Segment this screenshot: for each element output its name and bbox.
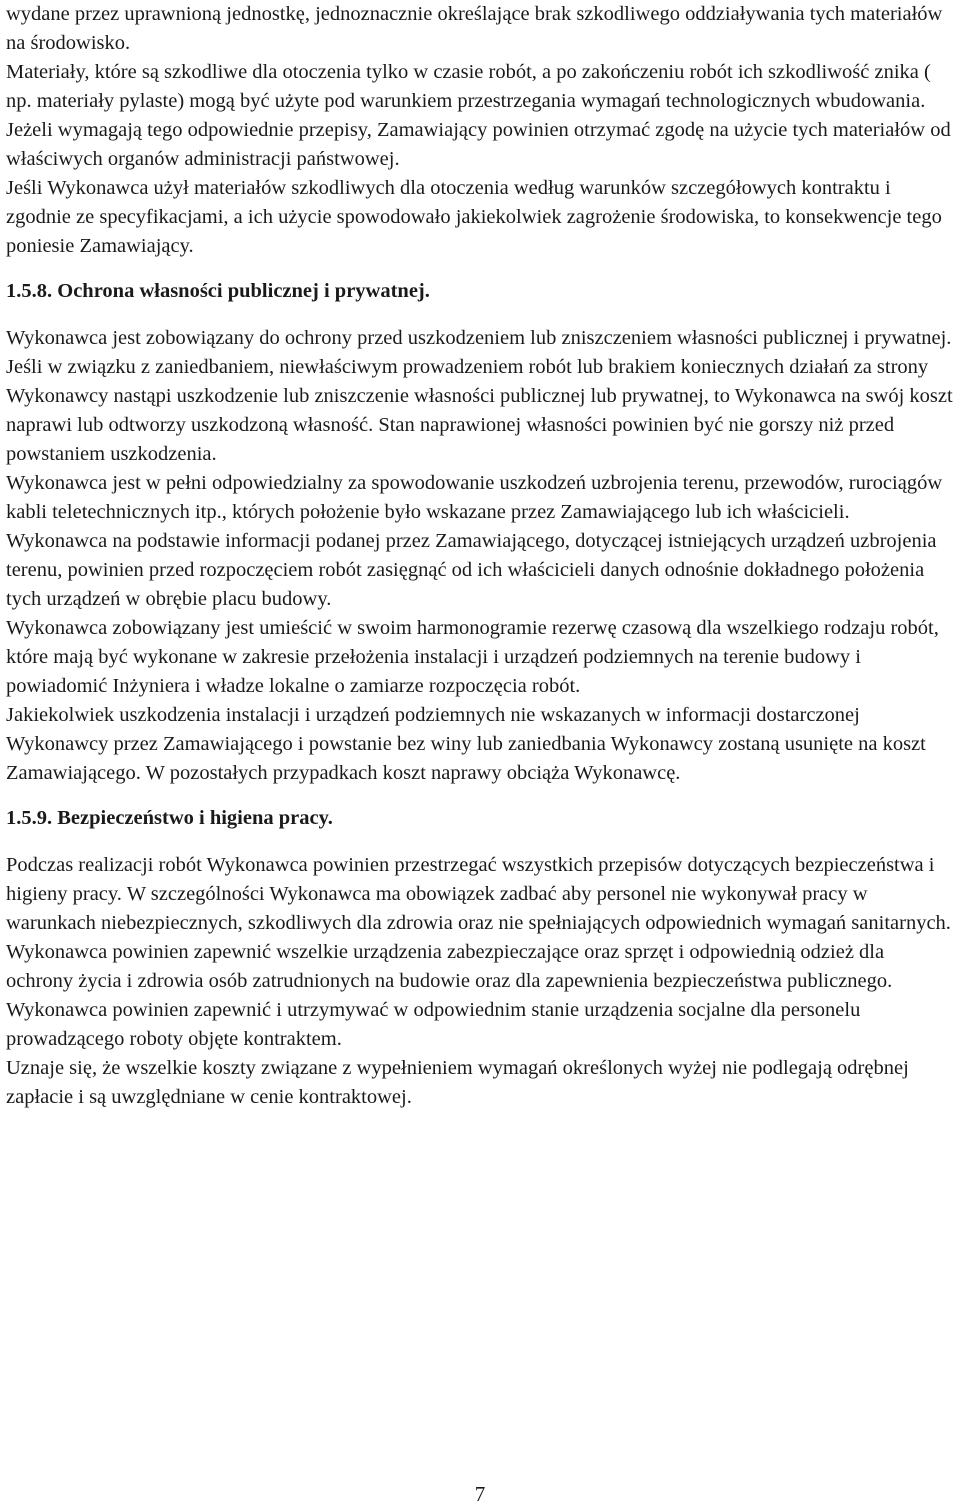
paragraph: Wykonawca powinien zapewnić i utrzymywać w odpowiednim stanie urządzenia socjalne dla personelu prowadzącego roboty objęte kontraktem.: [6, 999, 861, 1050]
paragraph: Wykonawca jest zobowiązany do ochrony przed uszkodzeniem lub zniszczeniem własności publicznej i prywatnej.: [6, 327, 952, 349]
section-1-5-8: [6, 277, 956, 788]
paragraph: Jeśli w związku z zaniedbaniem, niewłaściwym prowadzeniem robót lub brakiem koniecznych działań za strony Wykonawcy nastąpi uszkodzenie lub zniszczenie własności publicznej lub prywatnej, to Wykonawca na swój koszt naprawi lub odtworzy uszkodzoną własność. Stan naprawionej własności powinien być nie gorszy niż przed powstaniem uszkodzenia.: [6, 356, 953, 465]
document-page: [6, 0, 956, 1112]
page-number: 7: [474, 1482, 486, 1506]
paragraph: Jeśli Wykonawca użył materiałów szkodliwych dla otoczenia według warunków szczegółowych kontraktu i zgodnie ze specyfikacjami, a ich użycie spowodowało jakiekolwiek zagrożenie środowiska, to konsekwencje tego poniesie Zamawiający.: [6, 177, 942, 257]
paragraph: Uznaje się, że wszelkie koszty związane z wypełnieniem wymagań określonych wyżej nie podlegają odrębnej zapłacie i są uwzględniane w cenie kontraktowej.: [6, 1057, 909, 1108]
paragraph: Podczas realizacji robót Wykonawca powinien przestrzegać wszystkich przepisów dotyczących bezpieczeństwa i higieny pracy. W szczególności Wykonawca ma obowiązek zadbać aby personel nie wykonywał pracy w warunkach niebezpiecznych, szkodliwych dla zdrowia oraz nie spełniających odpowiednich wymagań sanitarnych.: [6, 854, 951, 934]
section-1-5-9: [6, 804, 956, 1112]
text-block-intro: [6, 0, 956, 261]
paragraph: Materiały, które są szkodliwe dla otoczenia tylko w czasie robót, a po zakończeniu robót ich szkodliwość znika ( np. materiały pylaste) mogą być użyte pod warunkiem przestrzegania wymagań technologicznych wbudowania. Jeżeli wymagają tego odpowiednie przepisy, Zamawiający powinien otrzymać zgodę na użycie tych materiałów od właściwych organów administracji państwowej.: [6, 61, 951, 170]
paragraph: Wykonawca na podstawie informacji podanej przez Zamawiającego, dotyczącej istniejących urządzeń uzbrojenia terenu, powinien przed rozpoczęciem robót zasięgnąć od ich właścicieli danych odnośnie dokładnego położenia tych urządzeń w obrębie placu budowy.: [6, 530, 937, 610]
paragraph: Wykonawca powinien zapewnić wszelkie urządzenia zabezpieczające oraz sprzęt i odpowiednią odzież dla ochrony życia i zdrowia osób zatrudnionych na budowie oraz dla zapewnienia bezpieczeństwa publicznego.: [6, 941, 893, 992]
paragraph: Wykonawca zobowiązany jest umieścić w swoim harmonogramie rezerwę czasową dla wszelkiego rodzaju robót, które mają być wykonane w zakresie przełożenia instalacji i urządzeń podziemnych na terenie budowy i powiadomić Inżyniera i władze lokalne o zamiarze rozpoczęcia robót.: [6, 617, 939, 697]
paragraph: wydane przez uprawnioną jednostkę, jednoznacznie określające brak szkodliwego oddziaływania tych materiałów na środowisko.: [6, 3, 943, 54]
paragraph: Wykonawca jest w pełni odpowiedzialny za spowodowanie uszkodzeń uzbrojenia terenu, przewodów, rurociągów kabli teletechnicznych itp., których położenie było wskazane przez Zamawiającego lub ich właścicieli.: [6, 472, 943, 523]
paragraph: Jakiekolwiek uszkodzenia instalacji i urządzeń podziemnych nie wskazanych w informacji dostarczonej Wykonawcy przez Zamawiającego i powstanie bez winy lub zaniedbania Wykonawcy zostaną usunięte na koszt Zamawiającego. W pozostałych przypadkach koszt naprawy obciąża Wykonawcę.: [6, 704, 926, 784]
section-heading: 1.5.8. Ochrona własności publicznej i prywatnej.: [6, 280, 430, 302]
section-heading: 1.5.9. Bezpieczeństwo i higiena pracy.: [6, 807, 333, 829]
